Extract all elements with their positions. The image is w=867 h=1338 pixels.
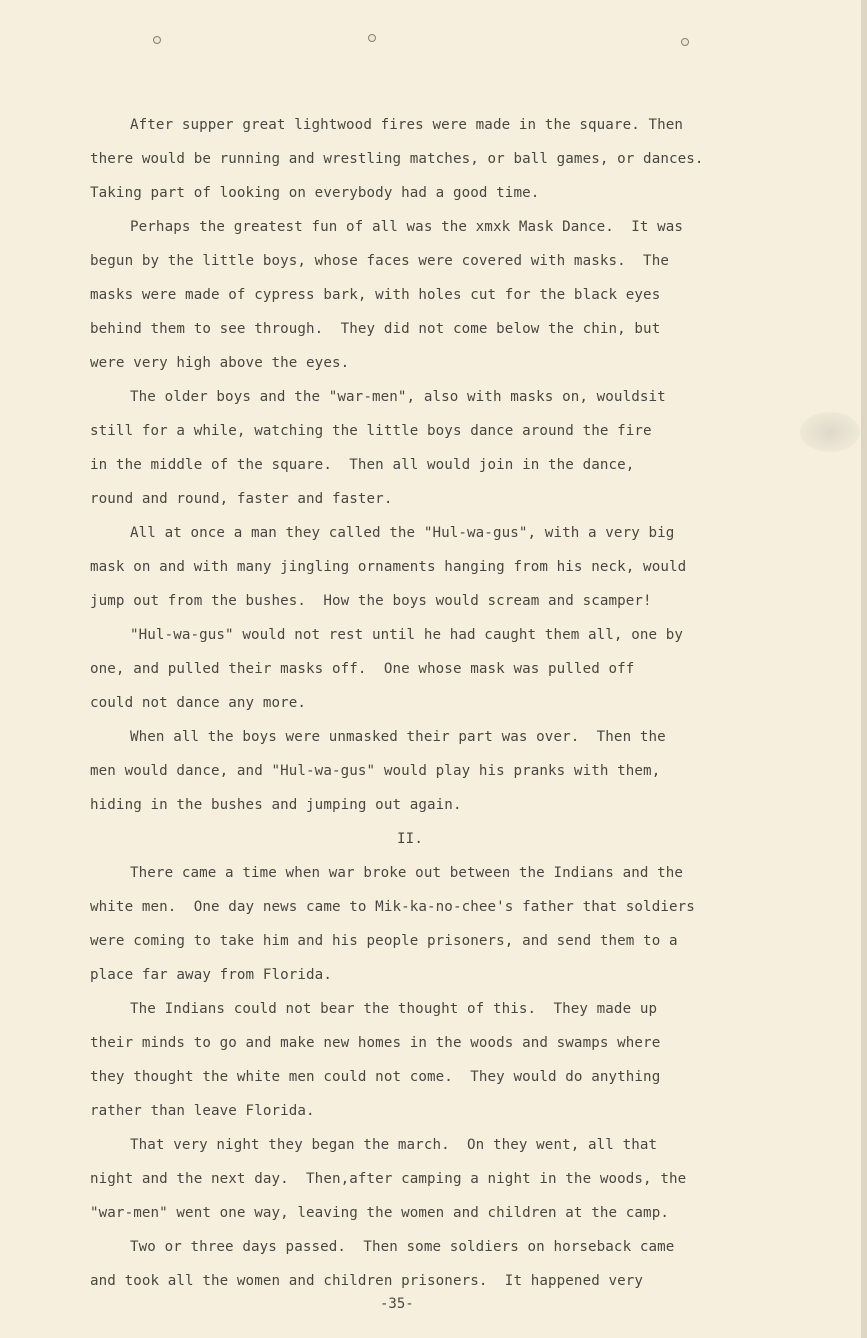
text-line: The Indians could not bear the thought of this. They made up xyxy=(130,1001,658,1017)
punch-hole-left xyxy=(153,36,161,44)
text-line: There came a time when war broke out between the Indians and the xyxy=(130,865,684,881)
text-line: white men. One day news came to Mik-ka-no-chee's father that soldiers xyxy=(90,899,695,915)
text-line: were coming to take him and his people prisoners, and send them to a xyxy=(90,933,678,949)
text-line: and took all the women and children prisoners. It happened very xyxy=(90,1273,644,1289)
text-line: hiding in the bushes and jumping out again. xyxy=(90,797,462,813)
punch-hole-right xyxy=(681,38,689,46)
text-line: When all the boys were unmasked their part was over. Then the xyxy=(130,729,666,745)
punch-hole-center xyxy=(368,34,376,42)
text-line: All at once a man they called the "Hul-wa-gus", with a very big xyxy=(130,525,675,541)
text-line: men would dance, and "Hul-wa-gus" would play his pranks with them, xyxy=(90,763,661,779)
text-line: round and round, faster and faster. xyxy=(90,491,393,507)
text-line: That very night they began the march. On they went, all that xyxy=(130,1137,658,1153)
text-line: behind them to see through. They did not come below the chin, but xyxy=(90,321,661,337)
text-line: masks were made of cypress bark, with holes cut for the black eyes xyxy=(90,287,661,303)
text-line: Taking part of looking on everybody had a good time. xyxy=(90,185,540,201)
text-line: could not dance any more. xyxy=(90,695,307,711)
text-line: night and the next day. Then,after camping a night in the woods, the xyxy=(90,1171,687,1187)
text-line: "war-men" went one way, leaving the women and children at the camp. xyxy=(90,1205,669,1221)
text-line: place far away from Florida. xyxy=(90,967,332,983)
text-line: "Hul-wa-gus" would not rest until he had caught them all, one by xyxy=(130,627,684,643)
text-line: rather than leave Florida. xyxy=(90,1103,315,1119)
document-body xyxy=(90,108,790,1298)
section-heading: II. xyxy=(397,831,423,847)
text-line: their minds to go and make new homes in the woods and swamps where xyxy=(90,1035,661,1051)
text-line: jump out from the bushes. How the boys would scream and scamper! xyxy=(90,593,652,609)
text-line: were very high above the eyes. xyxy=(90,355,350,371)
text-line: in the middle of the square. Then all would join in the dance, xyxy=(90,457,635,473)
text-line: there would be running and wrestling matches, or ball games, or dances. xyxy=(90,151,704,167)
text-line: begun by the little boys, whose faces were covered with masks. The xyxy=(90,253,669,269)
text-line: The older boys and the "war-men", also with masks on, wouldsit xyxy=(130,389,666,405)
text-line: After supper great lightwood fires were made in the square. Then xyxy=(130,117,684,133)
page-number: -35- xyxy=(380,1296,414,1312)
paper-smudge xyxy=(800,412,860,452)
text-line: Two or three days passed. Then some soldiers on horseback came xyxy=(130,1239,675,1255)
text-line: still for a while, watching the little boys dance around the fire xyxy=(90,423,652,439)
text-line: Perhaps the greatest fun of all was the xmxk Mask Dance. It was xyxy=(130,219,684,235)
text-line: they thought the white men could not come. They would do anything xyxy=(90,1069,661,1085)
text-line: one, and pulled their masks off. One whose mask was pulled off xyxy=(90,661,635,677)
text-line: mask on and with many jingling ornaments hanging from his neck, would xyxy=(90,559,687,575)
